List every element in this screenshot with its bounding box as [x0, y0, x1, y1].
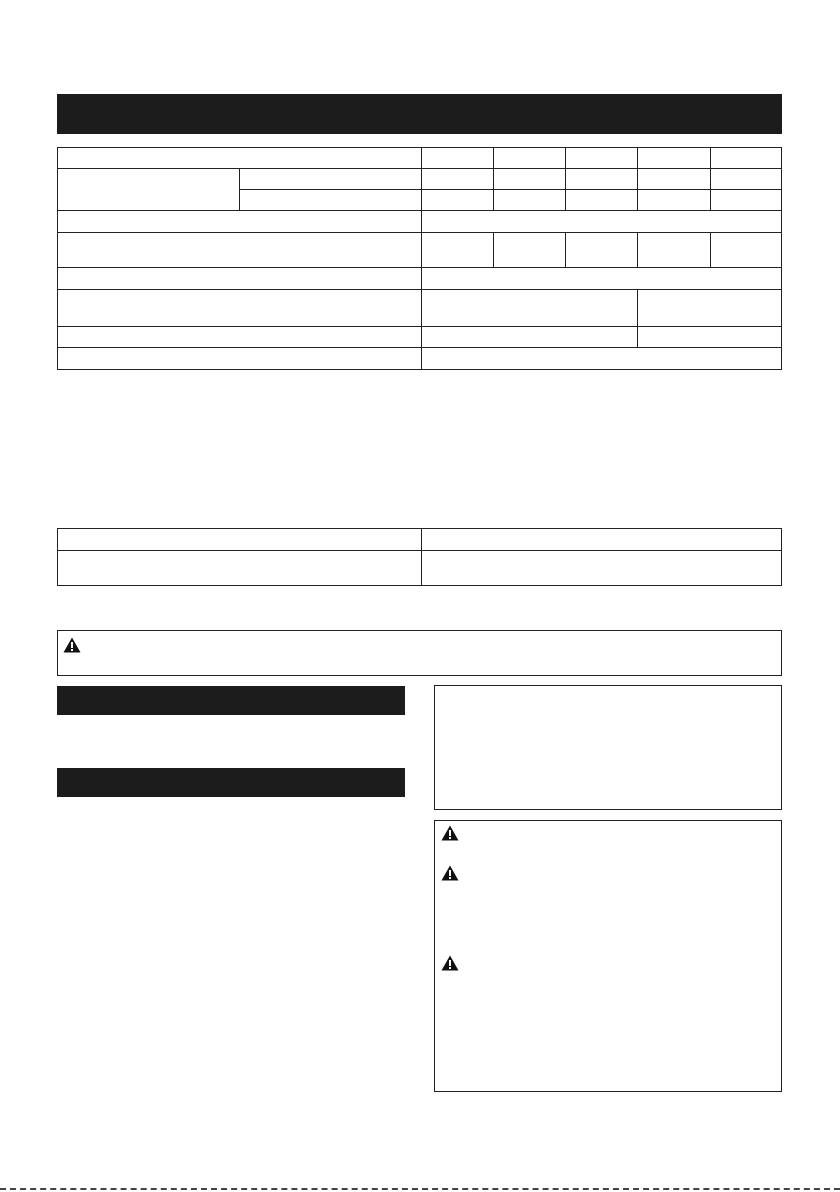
spec-row-4-label — [57, 210, 422, 233]
spec-row-7-label — [57, 289, 422, 327]
spec-row-2-col-4 — [637, 168, 711, 190]
spec-row-6-label — [57, 267, 422, 290]
spec-row-8-label — [57, 326, 422, 348]
spec-row-3-sublabel — [239, 189, 422, 211]
spec-row-2-sublabel — [239, 168, 422, 190]
spec-row-1-col-2 — [493, 147, 566, 169]
spec-row-3-col-5 — [710, 189, 782, 211]
warning-triangle-icon — [63, 637, 81, 653]
secondary-row-2-label — [57, 550, 422, 586]
spec-row-9-value — [421, 347, 782, 370]
spec-row-3-col-3 — [565, 189, 638, 211]
spec-row-2-col-5 — [710, 168, 782, 190]
spec-row-3-col-1 — [421, 189, 494, 211]
spec-row-2-col-2 — [493, 168, 566, 190]
section-heading-2 — [57, 768, 405, 797]
section-heading-1 — [57, 686, 405, 715]
warning-triangle-icon — [441, 865, 459, 881]
secondary-row-1-label — [57, 528, 422, 551]
spec-row-1-col-3 — [565, 147, 638, 169]
spec-row-5-label — [57, 232, 422, 268]
spec-row-5-col-3 — [565, 232, 638, 268]
header-bar — [57, 94, 782, 134]
spec-row-1-col-4 — [637, 147, 711, 169]
warning-triangle-icon — [441, 955, 459, 971]
spec-row-2-col-3 — [565, 168, 638, 190]
notice-box — [57, 630, 782, 676]
spec-row-3-col-2 — [493, 189, 566, 211]
secondary-row-1-value — [421, 528, 782, 551]
spec-row-8-col-a — [421, 326, 638, 348]
spec-row-5-col-4 — [637, 232, 711, 268]
bottom-cut-line — [0, 1188, 840, 1190]
warning-triangle-icon — [441, 825, 459, 841]
spec-row-2-label — [57, 168, 240, 211]
spec-row-8-col-b — [637, 326, 782, 348]
spec-row-9-label — [57, 347, 422, 370]
spec-row-5-col-5 — [710, 232, 782, 268]
spec-row-5-col-2 — [493, 232, 566, 268]
spec-row-1-col-1 — [421, 147, 494, 169]
spec-row-1-col-5 — [710, 147, 782, 169]
spec-row-4-value — [421, 210, 782, 233]
spec-row-7-col-b — [637, 289, 782, 327]
spec-row-2-col-1 — [421, 168, 494, 190]
info-box — [434, 685, 782, 810]
spec-row-1-label — [57, 147, 422, 169]
spec-row-5-col-1 — [421, 232, 494, 268]
secondary-row-2-value — [421, 550, 782, 586]
warning-box — [434, 820, 782, 1092]
spec-row-6-value — [421, 267, 782, 290]
spec-row-3-col-4 — [637, 189, 711, 211]
spec-row-7-col-a — [421, 289, 638, 327]
